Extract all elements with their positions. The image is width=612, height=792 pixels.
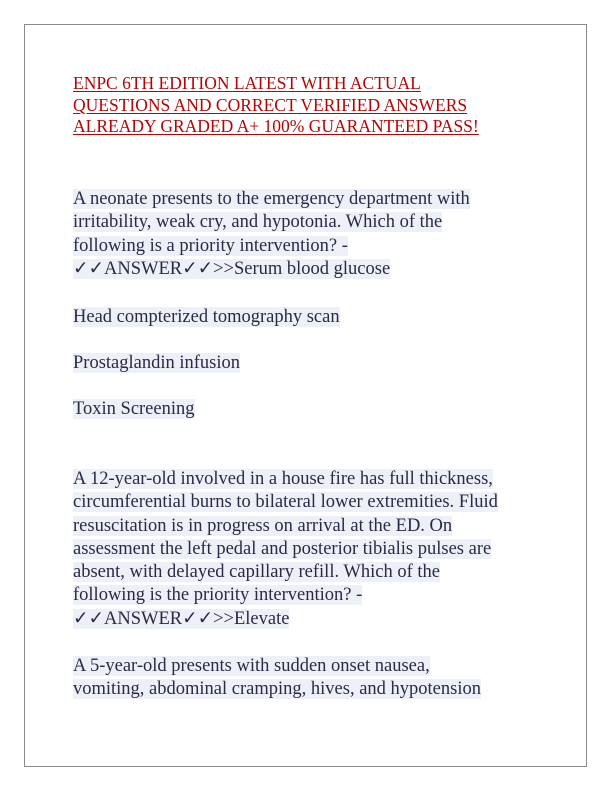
question-line: vomiting, abdominal cramping, hives, and hypotension [73, 679, 481, 700]
question-line: circumferential burns to bilateral lower extremities. Fluid [73, 492, 498, 513]
question-line: A neonate presents to the emergency department with [73, 189, 470, 209]
question-line: following is the priority intervention? - [73, 585, 363, 606]
option-3 [73, 398, 543, 421]
title-line: QUESTIONS AND CORRECT VERIFIED ANSWERS [73, 94, 468, 115]
question-line: resuscitation is in progress on arrival at the ED. On [73, 515, 453, 536]
question-line: absent, with delayed capillary refill. Which of the [73, 562, 440, 583]
option-text: Toxin Screening [73, 399, 195, 419]
question-line: A 5-year-old presents with sudden onset nausea, [73, 656, 430, 676]
option-1 [73, 306, 543, 329]
option-text: Head compterized tomography scan [73, 307, 340, 327]
question-1 [73, 188, 543, 281]
title-line: ALREADY GRADED A+ 100% GUARANTEED PASS! [73, 116, 479, 136]
option-2 [73, 352, 543, 375]
question-line: following is a priority intervention? - [73, 235, 348, 256]
question-line: A 12-year-old involved in a house fire has full thickness, [73, 469, 493, 489]
question-3 [73, 655, 543, 702]
title-line: ENPC 6TH EDITION LATEST WITH ACTUAL [73, 73, 421, 93]
answer-line: ✓✓ANSWER✓✓>>Elevate [73, 608, 290, 629]
question-2 [73, 468, 543, 631]
document-title [73, 73, 553, 138]
option-text: Prostaglandin infusion [73, 353, 241, 373]
answer-line: ✓✓ANSWER✓✓>>Serum blood glucose [73, 258, 391, 279]
question-line: irritability, weak cry, and hypotonia. Which of the [73, 212, 443, 233]
question-line: assessment the left pedal and posterior tibialis pulses are [73, 538, 492, 559]
